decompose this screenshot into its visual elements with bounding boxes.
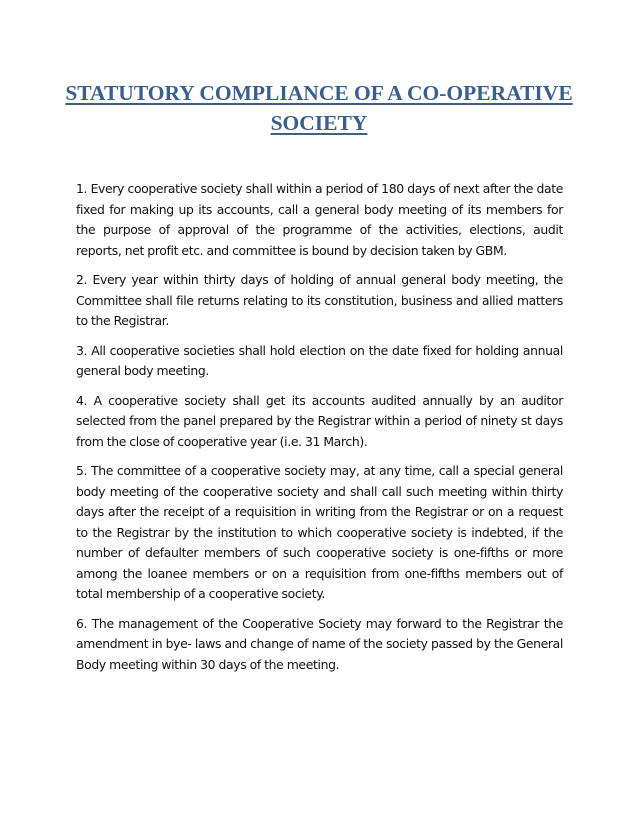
page-title: STATUTORY COMPLIANCE OF A CO-OPERATIVE SOCIETY (65, 81, 573, 135)
paragraph-3: 3. All cooperative societies shall hold election on the date fixed for holding annual general body meeting. (76, 342, 563, 378)
document-body (76, 179, 563, 684)
paragraph-2: 2. Every year within thirty days of holding of annual general body meeting, the Committee shall file returns relating to its constitution, business and allied matters to the Registrar. (76, 272, 563, 328)
paragraph-6: 6. The management of the Cooperative Society may forward to the Registrar the amendment in bye- laws and change of name of the society passed by the General Body meeting within 30 days of the meeting. (76, 615, 563, 672)
paragraph-4: 4. A cooperative society shall get its accounts audited annually by an auditor selected from the panel prepared by the Registrar within a period of ninety st days from the close of cooperative year (i.e. 31 March). (76, 392, 563, 449)
paragraph-5: 5. The committee of a cooperative society may, at any time, call a special general body meeting of the cooperative society and shall call such meeting within thirty days after the receipt of a requisition in writing from the Registrar or on a request to the Registrar by the institution to which cooperative society is indebted, if the number of defaulter members of such cooperative society is one-fifths or more among the loanee members or on a requisition from one-fifths members out of total membership of a cooperative society. (76, 463, 563, 601)
paragraph-1: 1. Every cooperative society shall within a period of 180 days of next after the date fixed for making up its accounts, call a general body meeting of its members for the purpose of approval of the programme of the activities, elections, audit reports, net profit etc. and committee is bound by decision taken by GBM. (76, 181, 563, 258)
